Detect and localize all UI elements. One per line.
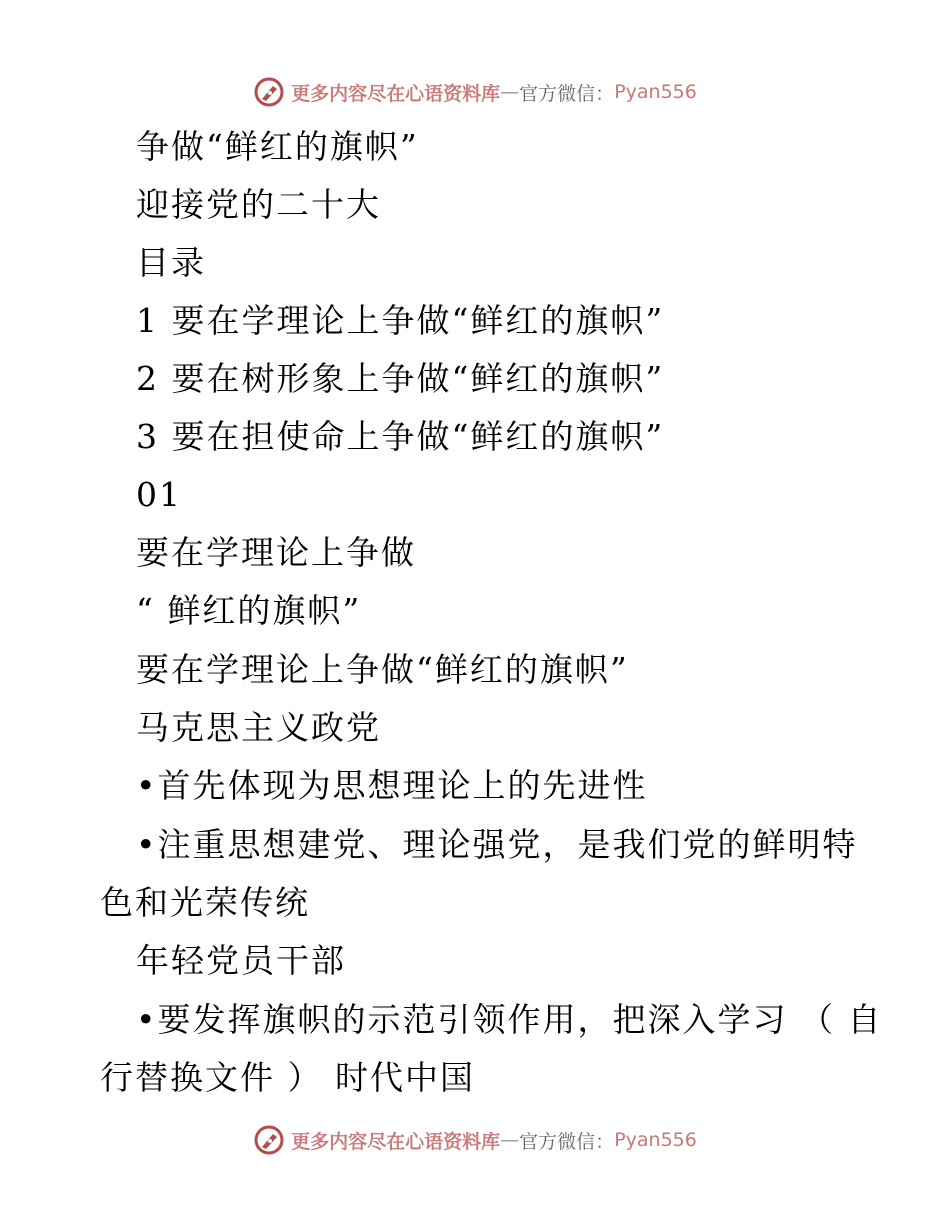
bullet-item: •要发挥旗帜的示范引领作用，把深入学习 （ 自 [136, 1000, 883, 1039]
section-heading: 要在学理论上争做“鲜红的旗帜” [136, 650, 629, 689]
bullet-item-continuation: 行替换文件 ） 时代中国 [100, 1058, 475, 1097]
header-banner [0, 72, 950, 112]
bullet-item: •首先体现为思想理论上的先进性 [136, 766, 648, 805]
banner-main-text: 更多内容尽在心语资料库 [291, 82, 501, 105]
toc-item-2: 2 要在树形象上争做“鲜红的旗帜” [136, 359, 665, 398]
banner-main-text: 更多内容尽在心语资料库 [291, 1130, 501, 1153]
banner-wechat-id: Pyan556 [614, 81, 697, 103]
paragraph-label: 年轻党员干部 [136, 941, 346, 980]
toc-item-1: 1 要在学理论上争做“鲜红的旗帜” [136, 301, 665, 340]
section-number: 01 [136, 475, 182, 514]
bullet-item: •注重思想建党、理论强党，是我们党的鲜明特 [136, 825, 858, 864]
toc-heading: 目录 [136, 243, 206, 282]
doc-title: 争做“鲜红的旗帜” [136, 127, 419, 166]
toc-item-3: 3 要在担使命上争做“鲜红的旗帜” [136, 417, 665, 456]
pen-logo-icon [253, 76, 285, 108]
bullet-item-continuation: 色和光荣传统 [100, 883, 310, 922]
paragraph-label: 马克思主义政党 [136, 708, 381, 747]
banner-wechat-label: 官方微信： [519, 1130, 615, 1153]
doc-subtitle: 迎接党的二十大 [136, 185, 381, 224]
banner-separator: — [500, 81, 520, 103]
section-title-line-1: 要在学理论上争做 [136, 533, 416, 572]
pen-logo-icon [253, 1124, 285, 1156]
section-title-line-2: “ 鲜红的旗帜” [136, 591, 362, 630]
banner-separator: — [500, 1129, 520, 1151]
banner-wechat-id: Pyan556 [614, 1129, 697, 1151]
banner-wechat-label: 官方微信： [519, 82, 615, 105]
footer-banner [0, 1120, 950, 1160]
